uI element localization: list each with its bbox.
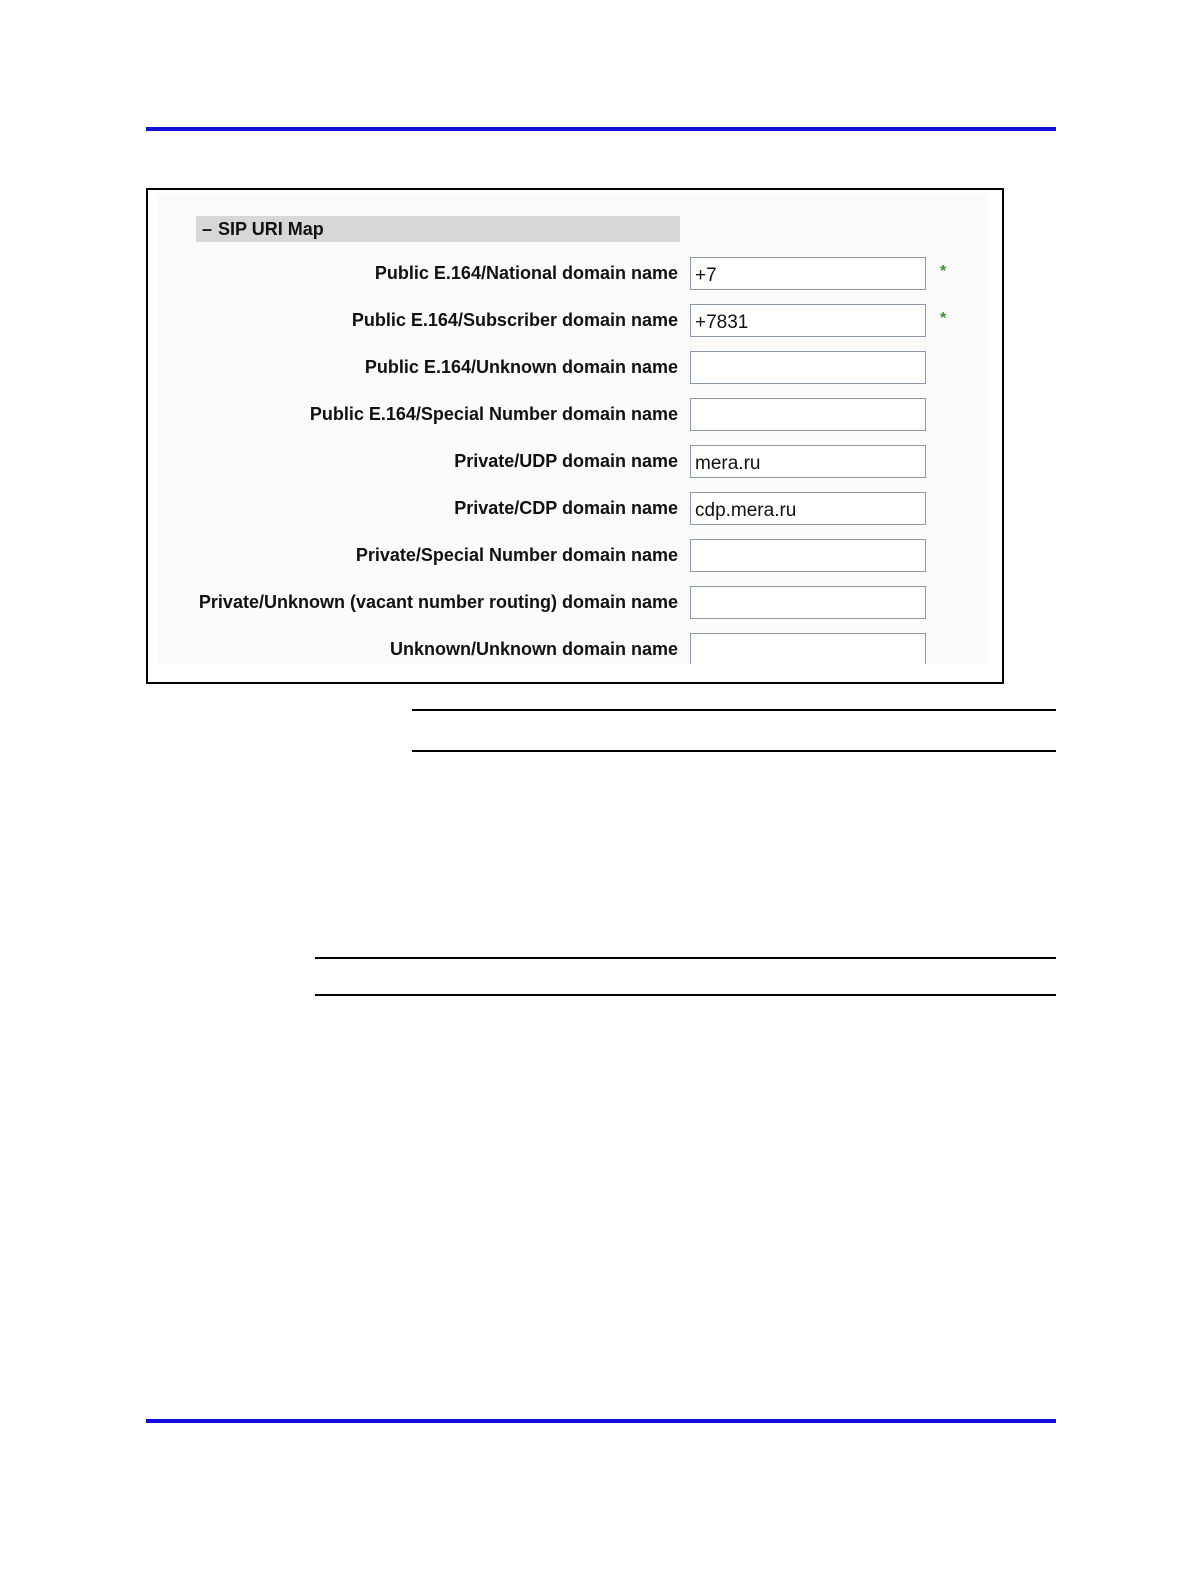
- field-label: Private/UDP domain name: [454, 451, 678, 471]
- form-row-public-unknown: [158, 351, 988, 385]
- field-label: Private/CDP domain name: [454, 498, 678, 518]
- screenshot-frame: [146, 188, 1004, 684]
- form-row-public-subscriber: [158, 304, 988, 338]
- table-rule-bottom: [315, 994, 1056, 996]
- private-udp-domain-input[interactable]: [690, 445, 926, 478]
- form-row-private-cdp: [158, 492, 988, 526]
- collapse-icon[interactable]: –: [202, 219, 213, 239]
- table-rule-bottom: [412, 750, 1056, 752]
- sip-uri-map-panel: [158, 194, 988, 664]
- form-row-public-special: [158, 398, 988, 432]
- section-title: SIP URI Map: [218, 219, 324, 239]
- private-cdp-domain-input[interactable]: [690, 492, 926, 525]
- public-unknown-domain-input[interactable]: [690, 351, 926, 384]
- field-label: Private/Special Number domain name: [355, 545, 678, 565]
- sip-uri-map-header[interactable]: [196, 216, 680, 242]
- field-label: Public E.164/Subscriber domain name: [351, 310, 678, 330]
- form-row-private-udp: [158, 445, 988, 479]
- form-row-private-special: [158, 539, 988, 573]
- form-row-public-national: [158, 257, 988, 291]
- required-marker: *: [940, 263, 947, 280]
- table-rule-top: [315, 957, 1056, 959]
- required-marker: *: [940, 310, 947, 327]
- form-row-private-unknown: [158, 586, 988, 620]
- field-label: Public E.164/Unknown domain name: [364, 357, 678, 377]
- unknown-unknown-domain-input[interactable]: [690, 633, 926, 664]
- private-unknown-domain-input[interactable]: [690, 586, 926, 619]
- field-label: Unknown/Unknown domain name: [389, 639, 678, 659]
- field-label: Private/Unknown (vacant number routing) domain name: [198, 592, 678, 612]
- form-row-unknown-unknown: [158, 633, 988, 664]
- public-subscriber-domain-input[interactable]: [690, 304, 926, 337]
- table-rule-top: [412, 709, 1056, 711]
- private-special-domain-input[interactable]: [690, 539, 926, 572]
- top-rule: [146, 127, 1056, 131]
- public-national-domain-input[interactable]: [690, 257, 926, 290]
- public-special-domain-input[interactable]: [690, 398, 926, 431]
- field-label: Public E.164/National domain name: [374, 263, 678, 283]
- bottom-rule: [146, 1419, 1056, 1423]
- field-label: Public E.164/Special Number domain name: [309, 404, 678, 424]
